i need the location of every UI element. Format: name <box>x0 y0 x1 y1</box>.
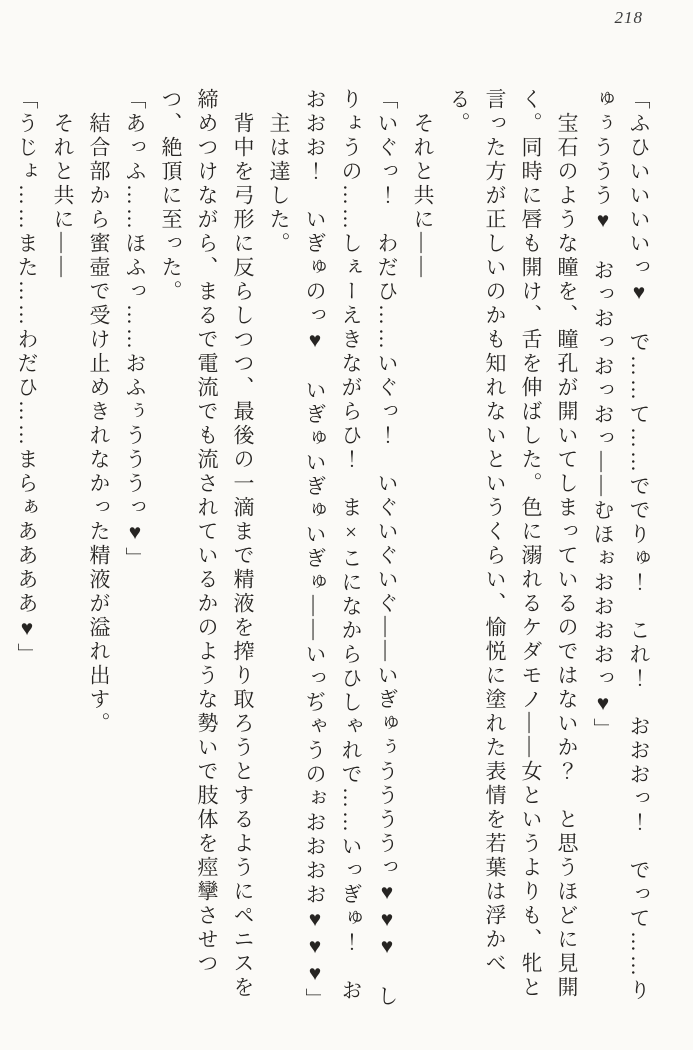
dialogue-line: 「いぐっ！ わだひ……いぐっ！ いぐいぐいぐ――いぎゅぅううううっ♥♥♥ しりょうの……しぇーえきながらひ！ ま×こになからひしゃれで……いっぎゅ！ おおおお！ いぎゅのっ♥ いぎゅいぎゅいぎゅ――いっぢゃうのぉおおおお♥♥♥」 <box>303 88 399 1012</box>
page-number: 218 <box>614 8 643 27</box>
narration-line: 主は達した。 <box>267 112 291 256</box>
narration-line: 結合部から蜜壺で受け止めきれなかった精液が溢れ出す。 <box>87 112 111 736</box>
dialogue-line: 「うじょ……また……わだひ……まらぁああああ♥」 <box>15 88 39 667</box>
dialogue-line: 「あっふ……ほふっ……おふぅうううっ♥」 <box>123 88 147 571</box>
narration-line: それと共に―― <box>411 112 435 280</box>
narration-line: それと共に―― <box>51 112 75 280</box>
narration-line: 背中を弓形に反らしつつ、最後の一滴まで精液を搾り取ろうとするようにペニスを締めつけながら、まるで電流でも流されているかのような勢いで肢体を痙攣させつつ、絶頂に至った。 <box>159 88 255 1000</box>
narration-line: 宝石のような瞳を、瞳孔が開いてしまっているのではないか？ と思うほどに見開く。同時に唇も開け、舌を伸ばした。色に溺れるケダモノ――女というよりも、牝と言った方が正しいのかも知れないというくらい、愉悦に塗れた表情を若葉は浮かべる。 <box>447 88 579 1000</box>
vertical-text-block <box>9 88 657 1010</box>
dialogue-line: 「ふひいいいいっ♥ で……て……ででりゅ！ これ！ おおおっ！ でって……りゅぅううう♥ おっおっおっおっ――むほぉおおおおっ♥」 <box>591 88 651 1003</box>
